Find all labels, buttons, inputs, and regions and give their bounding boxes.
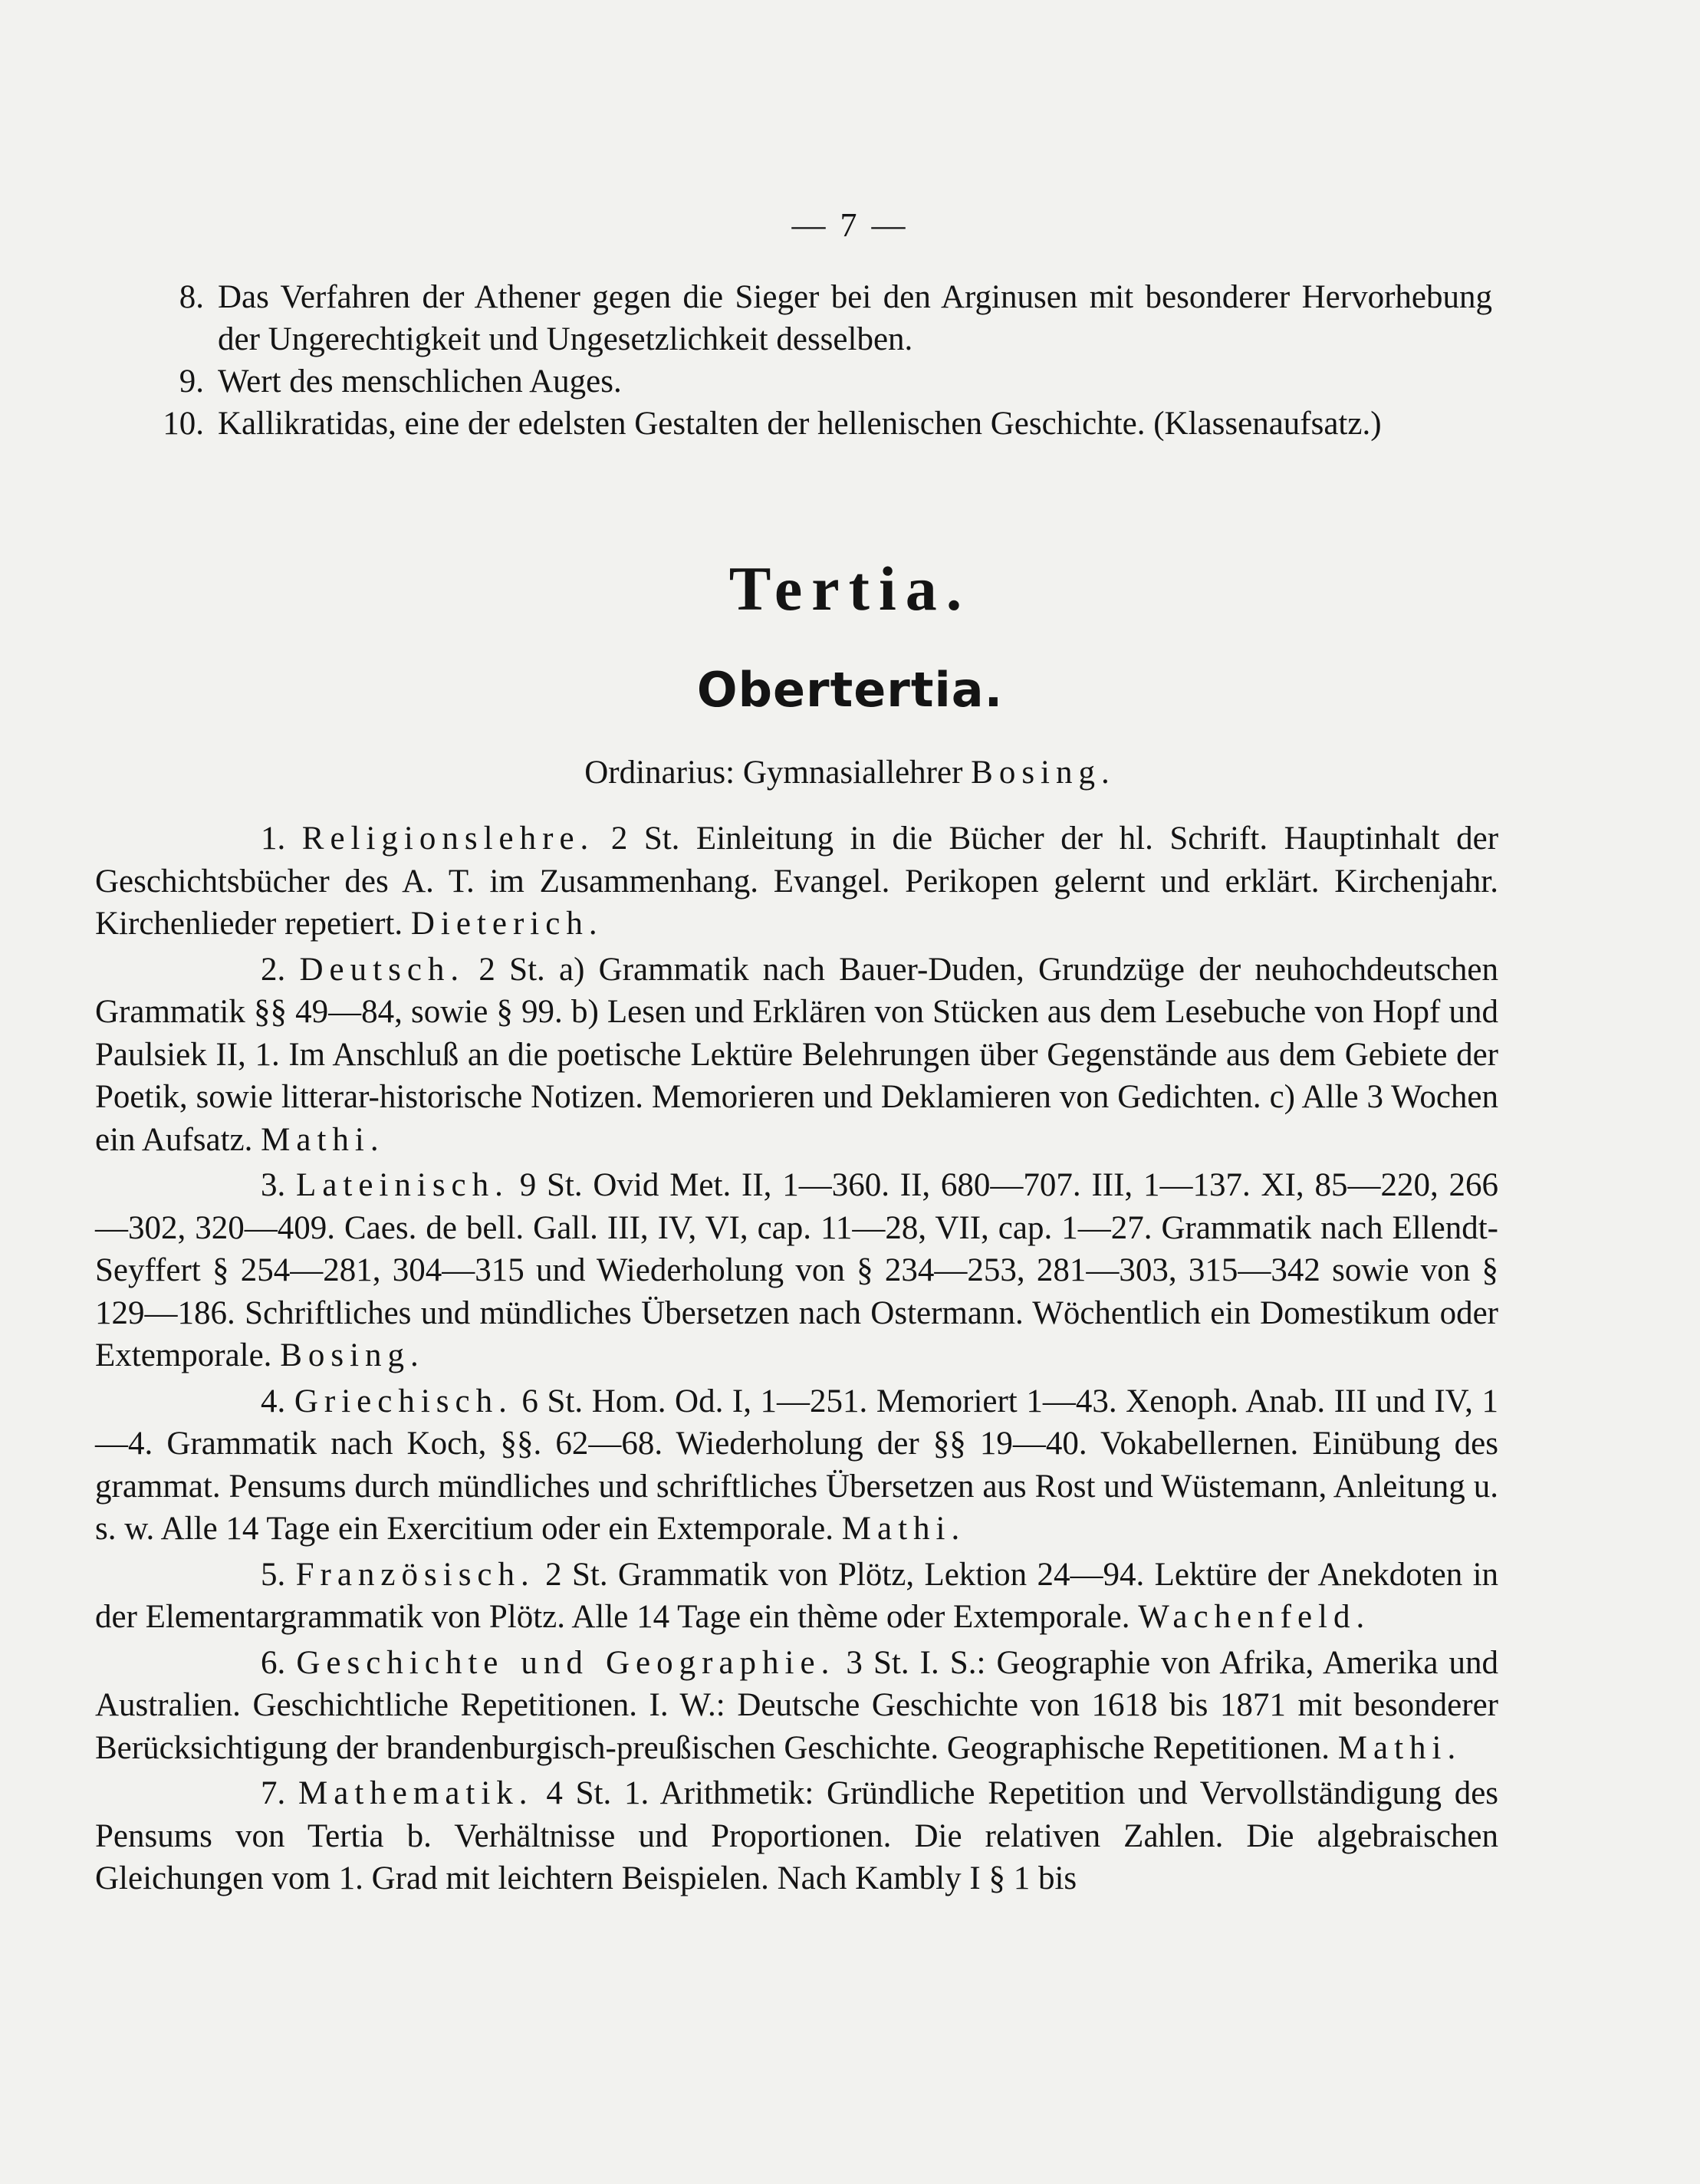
subject-text: 3 St. I. S.: Geographie von Afrika, Amerika und Australien. Geschichtliche Repetitionen. I. W.: Deutsche Geschichte von 1618 bis 1871 mit besonderer Berücksichtigung der brandenburgisch-preußischen Geschichte. Geographische Repetitionen. bbox=[95, 1644, 1499, 1766]
subject-teacher: Dieterich. bbox=[410, 906, 603, 942]
curriculum-item-mathematics bbox=[95, 1772, 1498, 1900]
ordinarius-name: Bosing. bbox=[971, 755, 1116, 791]
topic-text: Das Verfahren der Athener gegen die Sieger bei den Arginusen mit besonderer Hervorhebung der Ungerechtigkeit und Ungesetzlichkeit desselben. bbox=[218, 279, 1492, 357]
list-item bbox=[143, 360, 1492, 403]
ordinarius-line bbox=[0, 752, 1700, 794]
subject-text: 2 St. Grammatik von Plötz, Lektion 24—94. Lektüre der Anekdoten in der Elementargrammatik von Plötz. Alle 14 Tage ein thème oder Extemporale. bbox=[95, 1556, 1499, 1635]
subject-number: 1. bbox=[261, 821, 286, 857]
section-title: Tertia. bbox=[728, 554, 972, 623]
subject-name: Religionslehre. bbox=[301, 821, 595, 857]
topic-number: 9. bbox=[179, 363, 204, 400]
curriculum-item-german bbox=[95, 949, 1498, 1162]
subject-text: 2 St. a) Grammatik nach Bauer-Duden, Grundzüge der neuhochdeutschen Grammatik §§ 49—84, sowie § 99. b) Lesen und Erklären von Stücken aus dem Lesebuche von Hopf und Paulsiek II, 1. Im Anschluß an die poetische Lektüre Belehrungen über Gegenstände aus dem Gebiete der Poetik, sowie litterar-historische Notizen. Memorieren und Deklamieren von Gedichten. c) Alle 3 Wochen ein Aufsatz. bbox=[95, 951, 1498, 1158]
curriculum-item-latin bbox=[95, 1164, 1498, 1377]
subject-text: 9 St. Ovid Met. II, 1—360. II, 680—707. III, 1—137. XI, 85—220, 266—302, 320—409. Caes. de bell. Gall. III, IV, VI, cap. 11—28, VII, cap. 1—27. Grammatik nach Ellendt-Seyffert § 254—281, 304—315 und Wiederholung von § 234—253, 281—303, 315—342 sowie von § 129—186. Schriftliches und mündliches Übersetzen nach Ostermann. Wöchentlich ein Domestikum oder Extemporale. bbox=[95, 1167, 1498, 1373]
subject-number: 2. bbox=[261, 951, 286, 988]
curriculum-item-religion bbox=[95, 817, 1498, 946]
subject-number: 5. bbox=[261, 1556, 286, 1593]
topic-number: 10. bbox=[163, 406, 204, 442]
list-item bbox=[143, 276, 1492, 360]
subject-name: Mathematik. bbox=[298, 1775, 534, 1811]
curriculum-list bbox=[95, 817, 1498, 1903]
subject-teacher: Mathi. bbox=[1337, 1729, 1462, 1766]
subject-text: 6 St. Hom. Od. I, 1—251. Memoriert 1—43. Xenoph. Anab. III und IV, 1—4. Grammatik nach Koch, §§. 62—68. Wiederholung der §§ 19—40. Vokabellernen. Einübung des grammat. Pensums durch mündliches und schriftliches Übersetzen aus Rost und Wüstemann, Anleitung u. s. w. Alle 14 Tage ein Exercitium oder ein Extemporale. bbox=[95, 1383, 1498, 1547]
topic-text: Kallikratidas, eine der edelsten Gestalten der hellenischen Geschichte. (Klassenaufsatz.) bbox=[218, 406, 1382, 442]
subject-teacher: Bosing. bbox=[280, 1337, 425, 1373]
subject-name: Geschichte und Geographie. bbox=[296, 1644, 836, 1681]
topic-number: 8. bbox=[179, 279, 204, 315]
page-number: — 7 — bbox=[791, 206, 909, 244]
list-item bbox=[143, 403, 1492, 445]
essay-topics-list bbox=[143, 276, 1492, 445]
subject-text: 2 St. Einleitung in die Bücher der hl. Schrift. Hauptinhalt der Geschichtsbücher des A. T. im Zusammenhang. Evangel. Perikopen gelernt und erklärt. Kirchenjahr. Kirchenlieder repetiert. bbox=[95, 821, 1499, 942]
subject-teacher: Mathi. bbox=[261, 1121, 385, 1158]
subject-teacher: Wachenfeld. bbox=[1138, 1599, 1371, 1635]
subject-name: Griechisch. bbox=[294, 1383, 513, 1419]
section-subtitle: Obertertia. bbox=[696, 662, 1004, 718]
subject-number: 4. bbox=[261, 1383, 286, 1419]
curriculum-item-history-geography bbox=[95, 1642, 1498, 1770]
curriculum-item-french bbox=[95, 1554, 1498, 1639]
curriculum-item-greek bbox=[95, 1380, 1498, 1551]
subject-text: 4 St. 1. Arithmetik: Gründliche Repetition und Vervollständigung des Pensums von Tertia b. Verhältnisse und Proportionen. Die relativen Zahlen. Die algebraischen Gleichungen vom 1. Grad mit leichtern Beispielen. Nach Kambly I § 1 bis bbox=[95, 1775, 1499, 1896]
subject-name: Französisch. bbox=[295, 1556, 535, 1593]
subject-number: 6. bbox=[261, 1644, 286, 1681]
ordinarius-label: Ordinarius: Gymnasiallehrer bbox=[584, 755, 963, 791]
subject-number: 7. bbox=[261, 1775, 286, 1811]
subject-teacher: Mathi. bbox=[841, 1511, 966, 1547]
topic-text: Wert des menschlichen Auges. bbox=[218, 363, 622, 400]
subject-name: Lateinisch. bbox=[296, 1167, 509, 1203]
subject-number: 3. bbox=[261, 1167, 286, 1203]
subject-name: Deutsch. bbox=[299, 951, 465, 988]
